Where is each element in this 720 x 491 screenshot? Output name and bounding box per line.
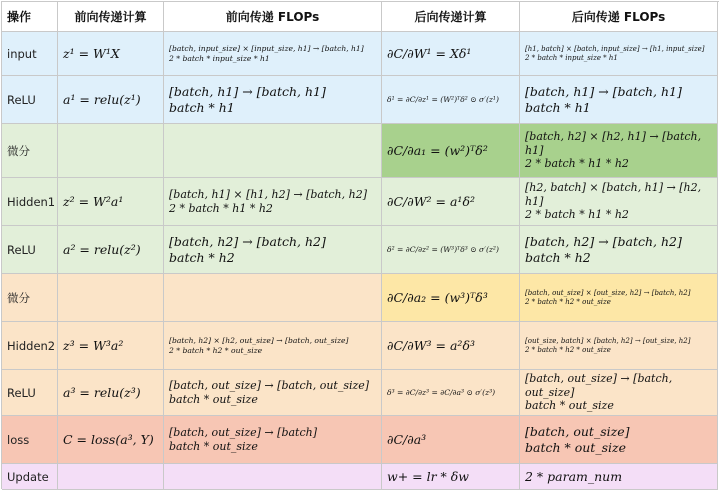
header-forward-calc: 前向传递计算	[58, 2, 164, 32]
flops-count: 2 * batch * h2 * out_size	[525, 297, 611, 306]
flops-shape: [h1, batch] × [batch, input_size] → [h1, input_size]	[525, 44, 705, 53]
op-cell: ReLU	[2, 370, 58, 416]
flops-count: 2 * batch * h1 * h2	[169, 201, 273, 215]
flops-count: 2 * batch * h2 * out_size	[169, 345, 263, 355]
backward-calc-cell: δ² = ∂C/∂z² = (W³)ᵀδ³ ⊙ σ′(z²)	[382, 226, 520, 274]
op-cell: Hidden2	[2, 322, 58, 370]
forward-calc-cell: z² = W²a¹	[58, 178, 164, 226]
flops-count: 2 * batch * input_size * h1	[525, 53, 618, 62]
backward-flops-cell	[520, 178, 718, 226]
backward-calc-cell: ∂C/∂a₂ = (w³)ᵀδ³	[382, 274, 520, 322]
forward-flops-cell	[164, 274, 382, 322]
flops-shape: 2 * param_num	[525, 468, 623, 484]
flops-shape: [h2, batch] × [batch, h1] → [h2, h1]	[525, 180, 702, 208]
op-cell: Hidden1	[2, 178, 58, 226]
flops-count: 2 * batch * h1 * h2	[525, 208, 629, 222]
flops-count: batch * h1	[169, 99, 235, 115]
flops-count: batch * h2	[169, 249, 235, 265]
flops-shape: [batch, out_size] → [batch]	[169, 425, 317, 439]
forward-flops-cell	[164, 76, 382, 124]
op-cell: input	[2, 32, 58, 76]
backward-flops-cell	[520, 76, 718, 124]
flops-shape: [batch, h1] → [batch, h1]	[525, 83, 682, 99]
forward-flops-cell	[164, 124, 382, 178]
backward-calc-cell: δ¹ = ∂C/∂z¹ = (W²)ᵀδ² ⊙ σ′(z¹)	[382, 76, 520, 124]
flops-count: batch * h1	[525, 99, 591, 115]
forward-calc-cell: z¹ = W¹X	[58, 32, 164, 76]
flops-count: batch * out_size	[525, 399, 614, 413]
flops-count: batch * out_size	[169, 439, 258, 453]
backward-calc-cell: δ³ = ∂C/∂z³ = ∂C/∂a³ ⊙ σ′(z³)	[382, 370, 520, 416]
flops-shape: [batch, h2] → [batch, h2]	[525, 233, 682, 249]
backward-flops-cell	[520, 416, 718, 464]
op-cell: ReLU	[2, 226, 58, 274]
forward-calc-cell	[58, 274, 164, 322]
forward-calc-cell	[58, 124, 164, 178]
forward-calc-cell: z³ = W³a²	[58, 322, 164, 370]
forward-flops-cell	[164, 370, 382, 416]
flops-count: 2 * batch * h1 * h2	[525, 157, 629, 171]
backward-flops-cell	[520, 464, 718, 490]
forward-flops-cell	[164, 226, 382, 274]
flops-count: 2 * batch * h2 * out_size	[525, 345, 611, 354]
backward-calc-cell: ∂C/∂W³ = a²δ³	[382, 322, 520, 370]
backward-flops-cell	[520, 124, 718, 178]
flops-shape: [batch, h1] → [batch, h1]	[169, 83, 326, 99]
op-cell: ReLU	[2, 76, 58, 124]
flops-count: 2 * batch * input_size * h1	[169, 53, 270, 63]
flops-count: batch * h2	[525, 249, 591, 265]
backward-flops-cell	[520, 32, 718, 76]
backward-flops-cell	[520, 322, 718, 370]
backward-calc-cell: ∂C/∂a³	[382, 416, 520, 464]
forward-calc-cell: C = loss(a³, Y)	[58, 416, 164, 464]
backward-calc-cell: w+ = lr * δw	[382, 464, 520, 490]
backward-flops-cell	[520, 274, 718, 322]
op-cell: loss	[2, 416, 58, 464]
backward-flops-cell	[520, 226, 718, 274]
header-op: 操作	[2, 2, 58, 32]
flops-shape: [batch, input_size] × [input_size, h1] → [batch, h1]	[169, 44, 364, 54]
forward-flops-cell	[164, 464, 382, 490]
forward-calc-cell: a³ = relu(z³)	[58, 370, 164, 416]
forward-flops-cell	[164, 416, 382, 464]
flops-shape: [batch, h1] × [h1, h2] → [batch, h2]	[169, 187, 368, 201]
flops-shape: [batch, out_size] × [out_size, h2] → [batch, h2]	[525, 288, 691, 297]
header-backward-flops: 后向传递 FLOPs	[520, 2, 718, 32]
backward-calc-cell: ∂C/∂W² = a¹δ²	[382, 178, 520, 226]
op-cell: 微分	[2, 124, 58, 178]
flops-shape: [batch, h2] → [batch, h2]	[169, 233, 326, 249]
forward-calc-cell	[58, 464, 164, 490]
backward-calc-cell: ∂C/∂a₁ = (w²)ᵀδ²	[382, 124, 520, 178]
forward-flops-cell	[164, 322, 382, 370]
flops-table	[1, 1, 719, 489]
header-backward-calc: 后向传递计算	[382, 2, 520, 32]
flops-shape: [batch, out_size] → [batch, out_size]	[525, 371, 673, 399]
flops-shape: [batch, h2] × [h2, out_size] → [batch, out_size]	[169, 336, 349, 346]
flops-shape: [batch, out_size]	[525, 423, 630, 439]
backward-flops-cell	[520, 370, 718, 416]
forward-calc-cell: a¹ = relu(z¹)	[58, 76, 164, 124]
backward-calc-cell: ∂C/∂W¹ = Xδ¹	[382, 32, 520, 76]
flops-count: batch * out_size	[169, 392, 258, 406]
op-cell: 微分	[2, 274, 58, 322]
flops-shape: [batch, out_size] → [batch, out_size]	[169, 378, 370, 392]
flops-shape: [batch, h2] × [h2, h1] → [batch, h1]	[525, 129, 702, 157]
forward-flops-cell	[164, 178, 382, 226]
flops-shape: [out_size, batch] × [batch, h2] → [out_size, h2]	[525, 336, 691, 345]
forward-flops-cell	[164, 32, 382, 76]
header-forward-flops: 前向传递 FLOPs	[164, 2, 382, 32]
forward-calc-cell: a² = relu(z²)	[58, 226, 164, 274]
flops-count: batch * out_size	[525, 439, 626, 455]
op-cell: Update	[2, 464, 58, 490]
